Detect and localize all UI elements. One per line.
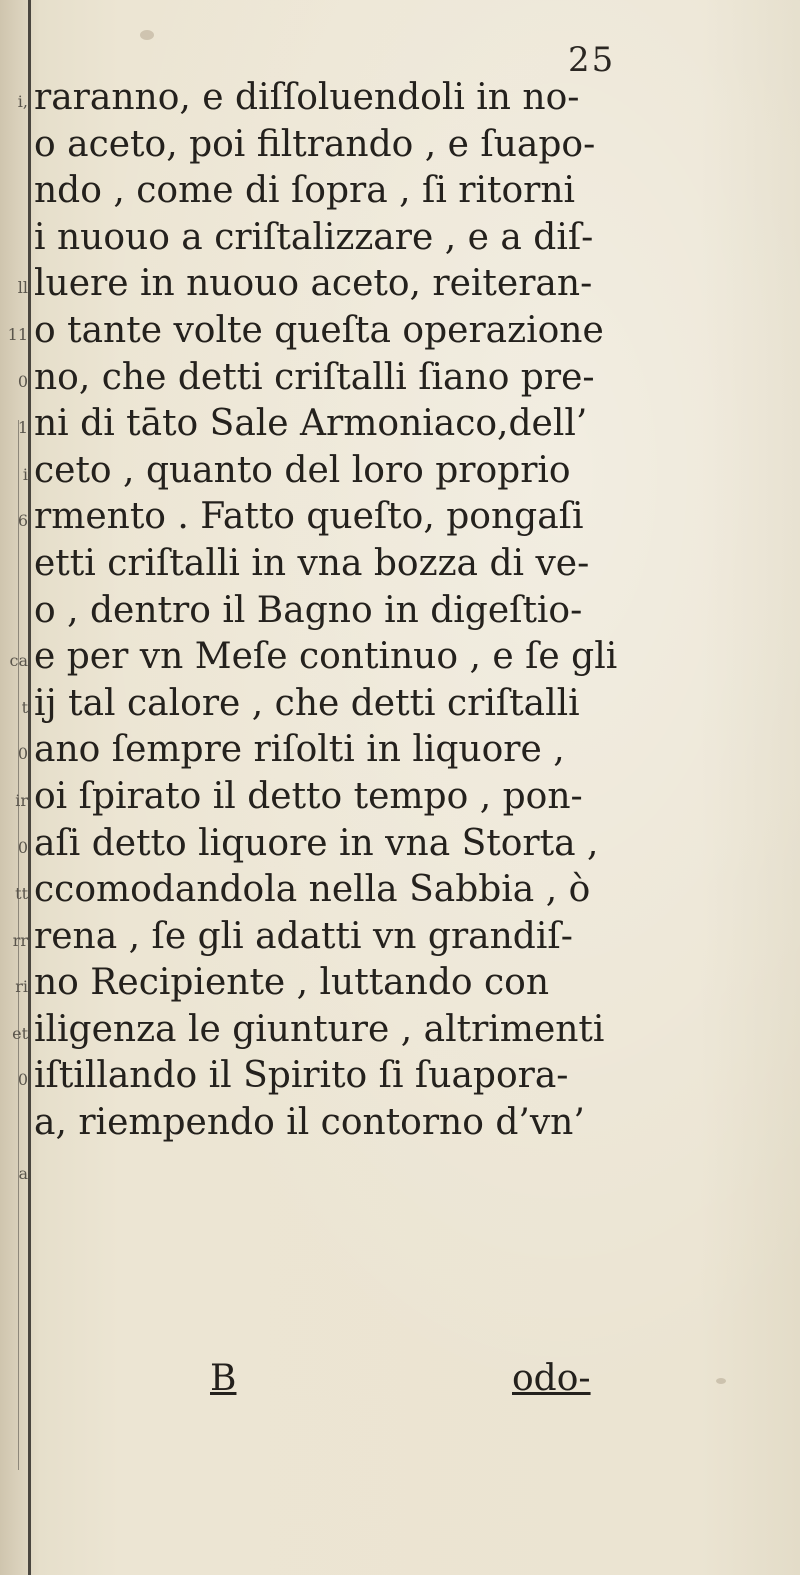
paper-spot — [716, 1378, 726, 1384]
text-line: no, che detti criſtalli ſiano pre- — [34, 356, 595, 398]
text-line: ni di tāto Sale Armoniaco,dell’ — [34, 403, 588, 445]
body-text — [34, 76, 684, 1148]
text-line: iligenza le giunture , altrimenti — [34, 1008, 605, 1050]
text-line: luere in nuouo aceto, reiteran- — [34, 263, 593, 305]
fragment — [2, 230, 28, 277]
footer-line — [0, 1358, 800, 1418]
text-line: oi ſpirato il detto tempo , pon- — [34, 775, 583, 817]
binding-edge-line — [28, 0, 31, 1575]
facing-page-fragments — [2, 90, 28, 1208]
fragment — [2, 603, 28, 650]
fragment: tt — [15, 884, 28, 904]
signature-mark: B — [210, 1358, 237, 1399]
catchword: odo- — [512, 1358, 591, 1399]
fragment: ca — [9, 651, 28, 671]
text-line: o , dentro il Bagno in digeſtio- — [34, 589, 583, 631]
text-line: no Recipiente , luttando con — [34, 962, 550, 1004]
text-line: ccomodandola nella Sabbia , ò — [34, 869, 591, 911]
text-line: ceto , quanto del loro proprio — [34, 449, 571, 491]
text-line: rmento . Fatto queſto, pongaſi — [34, 496, 584, 538]
text-line: e per vn Meſe continuo , e ſe gli — [34, 636, 618, 678]
fragment: 11 — [7, 324, 28, 344]
fragment: 0 — [17, 837, 28, 857]
fragment: 0 — [17, 744, 28, 764]
text-line: ij tal calore , che detti criſtalli — [34, 682, 580, 724]
fragment: 1 — [17, 418, 28, 438]
fragment: i, — [17, 92, 28, 111]
text-line: a, riempendo il contorno d’vn’ — [34, 1102, 585, 1144]
fragment: ri — [15, 977, 28, 997]
text-line: etti criſtalli in vna bozza di ve- — [34, 542, 590, 584]
fragment: 0 — [17, 371, 28, 391]
fragment: rr — [12, 930, 28, 950]
fragment — [2, 1115, 28, 1162]
text-line: aſi detto liquore in vna Storta , — [34, 822, 599, 864]
text-line: ndo , come di ſopra , ſi ritorni — [34, 170, 576, 212]
fragment — [2, 183, 28, 230]
fragment: ir — [15, 790, 28, 810]
text-line: iſtillando il Spirito ſi ſuapora- — [34, 1055, 569, 1097]
text-line: raranno, e diſſoluendoli in no- — [34, 77, 580, 118]
fragment: ll — [17, 278, 28, 298]
fragment: a — [18, 1163, 28, 1183]
fragment: et — [12, 1023, 28, 1043]
fragment — [2, 556, 28, 603]
text-line: rena , ſe gli adatti vn grandiſ- — [34, 915, 573, 957]
fragment: 6 — [17, 511, 28, 531]
paper-spot — [140, 30, 154, 40]
page-number: 25 — [568, 40, 616, 80]
text-line: ano ſempre riſolti in liquore , — [34, 729, 565, 771]
fragment — [2, 137, 28, 184]
fragment: t — [21, 697, 28, 717]
fragment: 0 — [17, 1070, 28, 1090]
text-line: o tante volte queſta operazione — [34, 309, 604, 351]
fragment: i — [22, 464, 28, 484]
text-line: i nuouo a criſtalizzare , e a diſ- — [34, 216, 594, 258]
text-line: o aceto, poi filtrando , e ſuapo- — [34, 123, 596, 165]
